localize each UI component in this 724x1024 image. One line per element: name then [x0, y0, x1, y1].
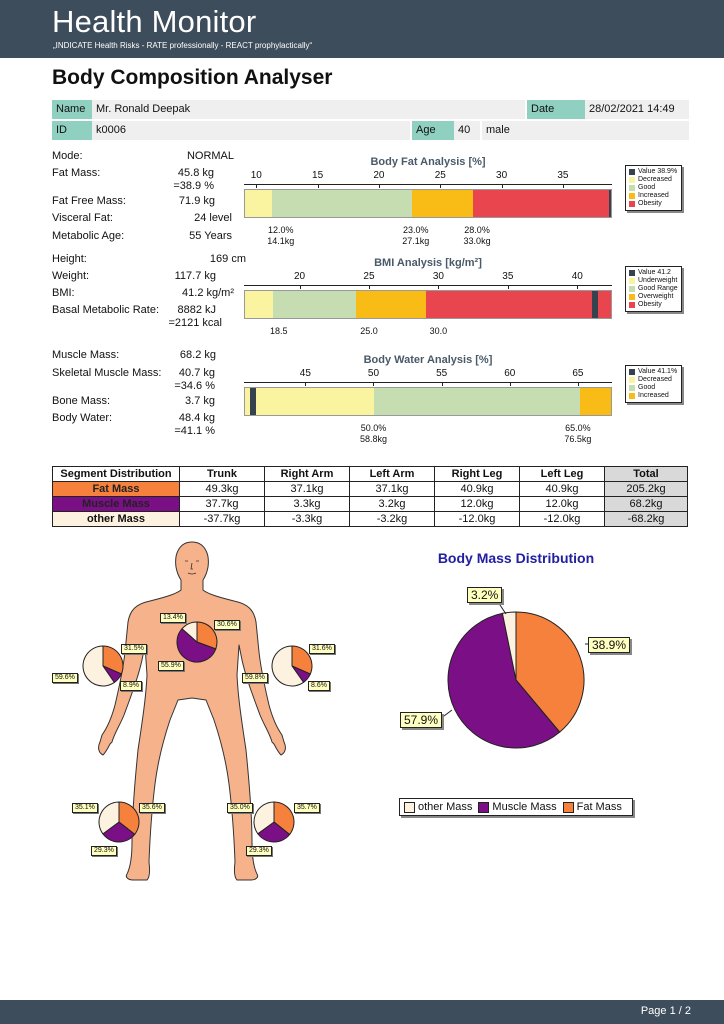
- table-cell: 3.3kg: [265, 497, 350, 512]
- gauge-tick-label: 35: [557, 170, 569, 181]
- legend-item: [563, 800, 622, 814]
- chart-title: Body Mass Distribution: [437, 550, 595, 566]
- table-cell: -68.2kg: [605, 512, 688, 527]
- gauge-range-segment: [580, 388, 612, 415]
- metric-label: Weight:: [52, 270, 90, 282]
- metric-value: 117.7 kg: [174, 270, 216, 282]
- pie-label-other: 3.2%: [467, 587, 502, 603]
- left-leg-other-label: 35.0%: [227, 803, 253, 813]
- table-cell: 49.3kg: [180, 482, 265, 497]
- patient-age: 40: [454, 121, 480, 140]
- metric-label: Height:: [52, 253, 87, 265]
- legend-label: Value 41.1%: [638, 368, 678, 375]
- table-cell: -3.2kg: [350, 512, 435, 527]
- gauge-axis: [244, 184, 612, 185]
- gauge-tick-label: 40: [571, 271, 583, 282]
- metric-subvalue: =41.1 %: [174, 425, 215, 437]
- left-leg-fat-label: 35.7%: [294, 803, 320, 813]
- gauge-tick-label: 20: [373, 170, 385, 181]
- threshold-percent: 12.0%: [268, 225, 294, 235]
- threshold-mass: 58.8kg: [359, 434, 387, 444]
- legend-swatch: [629, 201, 635, 207]
- table-cell: 205.2kg: [605, 482, 688, 497]
- gauge-tick: [379, 184, 380, 188]
- table-cell: -12.0kg: [435, 512, 520, 527]
- legend-label: Good Range: [638, 285, 678, 292]
- row-label: other Mass: [53, 512, 180, 527]
- gauge-tick-label: 55: [436, 368, 448, 379]
- gauge-threshold-label: [270, 326, 288, 337]
- gauge-tick-label: 35: [502, 271, 514, 282]
- legend-item: [629, 269, 678, 277]
- legend-swatch: [629, 185, 635, 191]
- table-header-cell: Left Arm: [350, 467, 435, 482]
- gauge-legend: [625, 165, 682, 211]
- metric-value: 40.7 kg: [178, 367, 215, 379]
- legend-item: [629, 176, 678, 184]
- table-cell: -3.3kg: [265, 512, 350, 527]
- legend-label: Fat Mass: [576, 801, 622, 813]
- gauge-tick-label: 45: [299, 368, 311, 379]
- gauge-range-segment: [272, 190, 412, 217]
- metric-label: BMI:: [52, 287, 75, 299]
- table-cell: -12.0kg: [520, 512, 605, 527]
- gauge-range-segment: [473, 190, 612, 217]
- table-cell: 68.2kg: [605, 497, 688, 512]
- metric-label: Mode:: [52, 150, 83, 162]
- pie-leader-line: [498, 602, 506, 614]
- date-label: Date: [527, 100, 585, 119]
- trunk-muscle-label: 55.9%: [158, 661, 184, 671]
- legend-item: [629, 293, 678, 301]
- threshold-percent: 23.0%: [402, 225, 429, 235]
- gauge-legend: [625, 365, 682, 403]
- table-cell: 3.2kg: [350, 497, 435, 512]
- legend-label: Underweight: [638, 277, 678, 284]
- legend-swatch: [404, 802, 415, 813]
- metric-value: 45.8 kg: [177, 167, 214, 179]
- gauge-legend: [625, 266, 682, 312]
- gauge-tick: [563, 184, 564, 188]
- table-header-cell: Trunk: [180, 467, 265, 482]
- legend-label: Decreased: [638, 376, 672, 383]
- gauge-threshold-label: [564, 423, 591, 445]
- metric-value: 71.9 kg: [178, 195, 215, 207]
- metric-label: Metabolic Age:: [52, 230, 125, 242]
- name-label: Name: [52, 100, 92, 119]
- metric-label: Muscle Mass:: [52, 349, 120, 361]
- legend-swatch: [629, 177, 635, 183]
- legend-swatch: [629, 270, 635, 276]
- legend-swatch: [478, 802, 489, 813]
- report-date: 28/02/2021 14:49: [585, 100, 689, 119]
- gauge-value-marker: [250, 387, 256, 416]
- legend-label: Overweight: [638, 293, 674, 300]
- gauge-threshold-label: [430, 326, 448, 337]
- legend-label: Value 38.9%: [638, 168, 678, 175]
- gauge-axis: [244, 382, 612, 383]
- left-arm-other-label: 59.8%: [242, 673, 268, 683]
- gauge-threshold-label: [402, 225, 429, 247]
- legend-label: Increased: [638, 192, 669, 199]
- threshold-percent: 65.0%: [565, 423, 591, 433]
- gauge-tick: [369, 285, 370, 289]
- gauge-tick-label: 60: [504, 368, 516, 379]
- legend-item: [629, 285, 678, 293]
- page-footer: [0, 1000, 724, 1024]
- legend-item: [629, 301, 678, 309]
- legend-swatch: [629, 169, 635, 175]
- gauge-tick: [442, 382, 443, 386]
- pie-leader-line: [444, 710, 452, 716]
- row-label: Fat Mass: [53, 482, 180, 497]
- gauge-bar: [244, 290, 612, 319]
- legend-label: Decreased: [638, 176, 672, 183]
- metric-label: Bone Mass:: [52, 395, 111, 407]
- gauge-tick-label: 50: [367, 368, 380, 379]
- gauge-range-segment: [245, 291, 273, 318]
- metric-label: Basal Metabolic Rate:: [52, 304, 159, 316]
- gauge-title: Body Water Analysis [%]: [363, 354, 493, 366]
- patient-sex: male: [482, 121, 689, 140]
- gauge-range-segment: [374, 388, 580, 415]
- table-cell: 37.1kg: [350, 482, 435, 497]
- right-arm-other-label: 59.6%: [52, 673, 78, 683]
- page-number: Page 1 / 2: [640, 1005, 691, 1017]
- metric-value: 3.7 kg: [185, 395, 215, 407]
- metric-label: Visceral Fat:: [52, 212, 113, 224]
- pie-legend: [399, 798, 633, 816]
- table-header-cell: Left Leg: [520, 467, 605, 482]
- right-arm-fat-label: 31.5%: [121, 644, 147, 654]
- legend-label: other Mass: [418, 801, 473, 813]
- threshold-mass: 33.0kg: [463, 236, 491, 246]
- app-header: [0, 0, 724, 58]
- legend-swatch: [629, 302, 635, 308]
- gauge-value-marker: [609, 189, 612, 218]
- gauge-range-segment: [356, 291, 425, 318]
- gauge-threshold-label: [360, 326, 378, 337]
- table-cell: 12.0kg: [520, 497, 605, 512]
- gauge-tick-label: 30: [432, 271, 444, 282]
- legend-swatch: [629, 193, 635, 199]
- table-header-cell: Right Leg: [435, 467, 520, 482]
- metric-value: NORMAL: [186, 150, 234, 162]
- gauge-tick-label: 65: [572, 368, 584, 379]
- metric-subvalue: =34.6 %: [174, 380, 215, 392]
- metric-label: Fat Free Mass:: [52, 195, 126, 207]
- threshold-percent: 18.5: [269, 326, 288, 336]
- table-header-cell: Right Arm: [265, 467, 350, 482]
- app-title: Health Monitor: [52, 4, 257, 39]
- pie-label-muscle: 57.9%: [400, 712, 442, 728]
- gauge-range-segment: [245, 388, 374, 415]
- threshold-mass: 14.1kg: [267, 236, 295, 246]
- gauge-value-marker: [592, 290, 598, 319]
- gauge-range-segment: [273, 291, 356, 318]
- gauge-tick: [508, 285, 509, 289]
- legend-swatch: [629, 393, 635, 399]
- left-leg-muscle-label: 29.3%: [246, 846, 272, 856]
- right-leg-muscle-label: 29.3%: [91, 846, 117, 856]
- legend-label: Obesity: [638, 301, 662, 308]
- app-subtitle: „INDICATE Health Risks - RATE professionally - REACT prophylactically“: [53, 41, 313, 50]
- legend-label: Increased: [638, 392, 669, 399]
- legend-label: Good: [638, 384, 656, 391]
- legend-swatch: [629, 369, 635, 375]
- patient-id: k0006: [92, 121, 410, 140]
- left-arm-muscle-label: 8.6%: [308, 681, 330, 691]
- metric-label: Body Water:: [52, 412, 113, 424]
- metric-value: 24 level: [194, 212, 232, 224]
- gauge-tick: [578, 382, 579, 386]
- table-cell: 40.9kg: [520, 482, 605, 497]
- gauge-tick: [577, 285, 578, 289]
- legend-item: [629, 392, 678, 400]
- metric-value: 68.2 kg: [179, 349, 216, 361]
- gauge-title: BMI Analysis [kg/m²]: [374, 257, 482, 269]
- gauge-threshold-label: [360, 423, 387, 445]
- table-header-cell: Segment Distribution: [53, 467, 180, 482]
- table-cell: -37.7kg: [180, 512, 265, 527]
- gauge-range-segment: [245, 190, 272, 217]
- gauge-range-segment: [412, 190, 473, 217]
- threshold-percent: 25.0: [360, 326, 378, 336]
- table-cell: 12.0kg: [435, 497, 520, 512]
- metric-value: 8882 kJ: [177, 304, 216, 316]
- gauge-range-segment: [426, 291, 612, 318]
- page-title: Body Composition Analyser: [52, 66, 333, 89]
- legend-label: Obesity: [638, 200, 662, 207]
- metric-value: 48.4 kg: [178, 412, 215, 424]
- legend-item: [629, 277, 678, 285]
- legend-item: [629, 384, 678, 392]
- gauge-tick: [300, 285, 301, 289]
- gauge-tick-label: 20: [293, 271, 306, 282]
- threshold-percent: 50.0%: [360, 423, 387, 433]
- metric-label: Skeletal Muscle Mass:: [52, 367, 162, 379]
- trunk-fat-label: 30.6%: [214, 620, 240, 630]
- row-label: Muscle Mass: [53, 497, 180, 512]
- table-cell: 40.9kg: [435, 482, 520, 497]
- gauge-tick-label: 15: [312, 170, 324, 181]
- body-mass-pie-slices: [448, 612, 584, 748]
- gauge-threshold-label: [464, 225, 491, 247]
- legend-swatch: [629, 294, 635, 300]
- metric-label: Fat Mass:: [52, 167, 101, 179]
- legend-swatch: [629, 385, 635, 391]
- gauge-tick: [438, 285, 439, 289]
- legend-item: [629, 200, 678, 208]
- age-label: Age: [412, 121, 454, 140]
- gauge-tick-label: 30: [496, 170, 508, 181]
- table-cell: 37.7kg: [180, 497, 265, 512]
- threshold-percent: 30.0: [429, 326, 448, 336]
- legend-label: Muscle Mass: [492, 801, 557, 813]
- gauge-tick: [318, 184, 319, 188]
- legend-item: [629, 184, 678, 192]
- left-arm-fat-label: 31.6%: [309, 644, 335, 654]
- gauge-tick-label: 25: [363, 271, 375, 282]
- trunk-other-label: 13.4%: [160, 613, 186, 623]
- pie-label-fat: 38.9%: [588, 637, 630, 653]
- legend-item: [404, 800, 472, 814]
- legend-swatch: [563, 802, 574, 813]
- legend-item: [478, 800, 556, 814]
- gauge-bar: [244, 189, 612, 218]
- legend-label: Value 41.2: [638, 269, 671, 276]
- right-leg-other-label: 35.1%: [72, 803, 98, 813]
- table-row: [53, 482, 688, 497]
- gauge-title: Body Fat Analysis [%]: [370, 156, 486, 168]
- right-arm-muscle-label: 8.9%: [120, 681, 142, 691]
- metric-value: 41.2 kg/m²: [182, 287, 234, 299]
- legend-item: [629, 168, 678, 176]
- gauge-tick: [502, 184, 503, 188]
- legend-swatch: [629, 286, 635, 292]
- metric-subvalue: =2121 kcal: [168, 317, 222, 329]
- gauge-bar: [244, 387, 612, 416]
- threshold-mass: 76.5kg: [564, 434, 592, 444]
- legend-swatch: [629, 278, 635, 284]
- threshold-percent: 28.0%: [464, 225, 490, 235]
- table-cell: 37.1kg: [265, 482, 350, 497]
- gauge-tick: [305, 382, 306, 386]
- id-label: ID: [52, 121, 92, 140]
- gauge-tick-label: 25: [434, 170, 446, 181]
- threshold-mass: 27.1kg: [402, 236, 430, 246]
- gauge-tick: [510, 382, 511, 386]
- legend-item: [629, 376, 678, 384]
- metric-subvalue: =38.9 %: [173, 180, 214, 192]
- right-leg-fat-label: 35.6%: [139, 803, 165, 813]
- gauge-tick-label: 10: [250, 170, 262, 181]
- patient-name: Mr. Ronald Deepak: [92, 100, 525, 119]
- gauge-tick: [440, 184, 441, 188]
- gauge-tick: [373, 382, 374, 386]
- gauge-threshold-label: [267, 225, 294, 247]
- table-header-row: [53, 467, 688, 482]
- legend-item: [629, 192, 678, 200]
- metric-value: 169 cm: [209, 253, 246, 265]
- table-header-cell: Total: [605, 467, 688, 482]
- gauge-tick: [256, 184, 257, 188]
- legend-item: [629, 368, 678, 376]
- legend-label: Good: [638, 184, 656, 191]
- metric-value: 55 Years: [189, 230, 232, 242]
- legend-swatch: [629, 377, 635, 383]
